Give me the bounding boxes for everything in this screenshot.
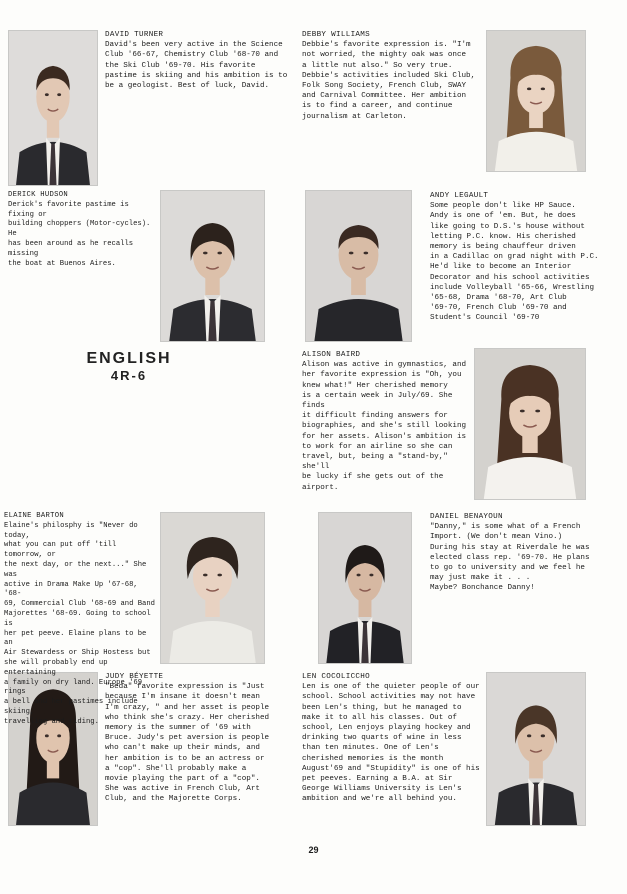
- student-bio: [105, 672, 295, 805]
- student-photo-debby-williams: [486, 30, 586, 172]
- student-description: "Danny," is some what of a French Import. (We don't mean Vino.) During his stay at Riverdale he was elected class rep. '69-70. He plans to go to university and we feel he may just make it . . . Maybe? Bonchance Danny!: [430, 523, 590, 593]
- student-description: "Beda" favorite expression is "Just because I'm insane it doesn't mean I'm crazy, " and her asset is people who think she's crazy. Her cherished memory is the summer of '69 with Bruce. Judy's pet aversion is people who can't make up their minds, and her ambition is to be an actress or a "cop". She'll probably make a movie playing the part of a "cop". She was active in French Club, Art Club, and the Majorette Corps.: [105, 683, 270, 804]
- portrait-drawing: [487, 31, 585, 171]
- student-bio: [8, 191, 158, 269]
- eye: [527, 734, 531, 737]
- student-description: Elaine's philosphy is "Never do today, what you can put off 'till tomorrow, or the next day, or the next..." She was active in Drama Make Up '67-68, '68- 69, Commercial Club '68-69 and Band Majorettes '68-69. Going to school is her pet peeve. Elaine plans to be an Air Stewardess or Ship Hostess but she will probably end up entertaining a family on dry land. Europe '69 rings a bell and her pastimes include skiing, travelling and riding.: [4, 521, 155, 726]
- shoulders: [16, 782, 90, 825]
- portrait-drawing: [161, 513, 264, 663]
- student-photo-andy-legault: [305, 190, 412, 342]
- eye: [364, 252, 369, 255]
- student-name: DANIEL BENAYOUN: [430, 513, 503, 521]
- student-name: DEBBY WILLIAMS: [302, 31, 370, 39]
- student-bio: [302, 672, 482, 805]
- student-bio: [430, 512, 620, 594]
- eye: [369, 574, 373, 577]
- portrait-drawing: [487, 673, 585, 825]
- student-name: ANDY LEGAULT: [430, 192, 489, 200]
- eye: [57, 734, 61, 737]
- student-name: DERICK HUDSON: [8, 191, 68, 199]
- eye: [535, 410, 540, 413]
- section-class: 4R-6: [110, 368, 148, 383]
- eye: [57, 93, 61, 96]
- student-description: Alison was active in gymnastics, and her favorite expression is "Oh, you knew what!" Her cherished memory is a certain week in July/69. She finds it difficult finding answers for biographies, and she's still looking for her assets. Alison's ambition is to work for an airline so she can travel, but, being a "stand-by," she'll be lucky if she gets out of the airport.: [302, 361, 467, 492]
- student-photo-len-cocolicco: [486, 672, 586, 826]
- student-name: DAVID TURNER: [105, 31, 164, 39]
- shoulders: [314, 299, 402, 341]
- eye: [357, 574, 361, 577]
- eye: [45, 734, 49, 737]
- shoulders: [495, 132, 577, 171]
- student-description: Some people don't like HP Sauce. Andy is one of 'em. But, he does like going to D.S.'s house without letting P.C. know. His cherished memory is being chauffeur driven in a Cadillac on grad night with P.C. He'd like to become an Interior Decorator and his school activities include Volleyball '65-66, Wrestling '65-68, Drama '68-70, Art Club '69-70, French Club '69-70 and Student's Council '69-70: [430, 202, 599, 323]
- student-description: David's been very active in the Science Club '66-67, Chemistry Club '68-70 and the Ski Club '69-70. His favorite pastime is skiing and his ambition is to be a geologist. Best of luck, David.: [105, 41, 288, 91]
- eye: [217, 252, 222, 255]
- eye: [520, 410, 525, 413]
- eye: [203, 574, 208, 577]
- student-name: ELAINE BARTON: [4, 512, 64, 520]
- eye: [217, 574, 222, 577]
- portrait-drawing: [9, 31, 97, 185]
- student-bio: [302, 30, 484, 122]
- student-bio: [302, 350, 472, 493]
- section-heading: [84, 350, 174, 384]
- portrait-drawing: [475, 349, 585, 499]
- student-photo-alison-baird: [474, 348, 586, 500]
- page-number: 29: [308, 845, 319, 855]
- student-bio: [105, 30, 295, 91]
- student-name: LEN COCOLICCHO: [302, 673, 370, 681]
- student-name: JUDY BÉYETTE: [105, 673, 164, 681]
- eye: [541, 734, 545, 737]
- eye: [541, 88, 545, 91]
- student-name: ALISON BAIRD: [302, 351, 361, 359]
- student-photo-daniel-benayoun: [318, 512, 412, 664]
- student-photo-derick-hudson: [160, 190, 265, 342]
- student-description: Debbie's favorite expression is. "I'm not worried, the mighty oak was once a little nut also." So very true. Debbie's activities included Ski Club, Folk Song Society, French Club, SWAY and Carnival Committee. Her ambition is to find a career, and continue journalism at Carleton.: [302, 41, 476, 121]
- student-photo-elaine-barton: [160, 512, 265, 664]
- portrait-drawing: [161, 191, 264, 341]
- section-name: ENGLISH: [86, 350, 172, 367]
- portrait-drawing: [306, 191, 411, 341]
- student-bio: [430, 191, 620, 324]
- eye: [349, 252, 354, 255]
- eye: [45, 93, 49, 96]
- student-photo-david-turner: [8, 30, 98, 186]
- student-description: Derick's favorite pastime is fixing or building choppers (Motor-cycles). He has been around as he recalls missing the boat at Buenos Aires.: [8, 200, 151, 268]
- eye: [527, 88, 531, 91]
- student-description: Len is one of the quieter people of our school. School activities may not have been Len's thing, but he managed to make it to all his classes. Out of school, Len enjoys playing hockey and drinking two quarts of wine in less than ten minutes. One of Len's cherished memories is the month August'69 and "Stupidity" is one of his pet peeves. Earning a B.A. at Sir George Williams University is Len's ambition and we're all behind you.: [302, 683, 480, 804]
- portrait-drawing: [319, 513, 411, 663]
- shoulders: [484, 457, 576, 499]
- shoulders: [169, 621, 256, 663]
- eye: [203, 252, 208, 255]
